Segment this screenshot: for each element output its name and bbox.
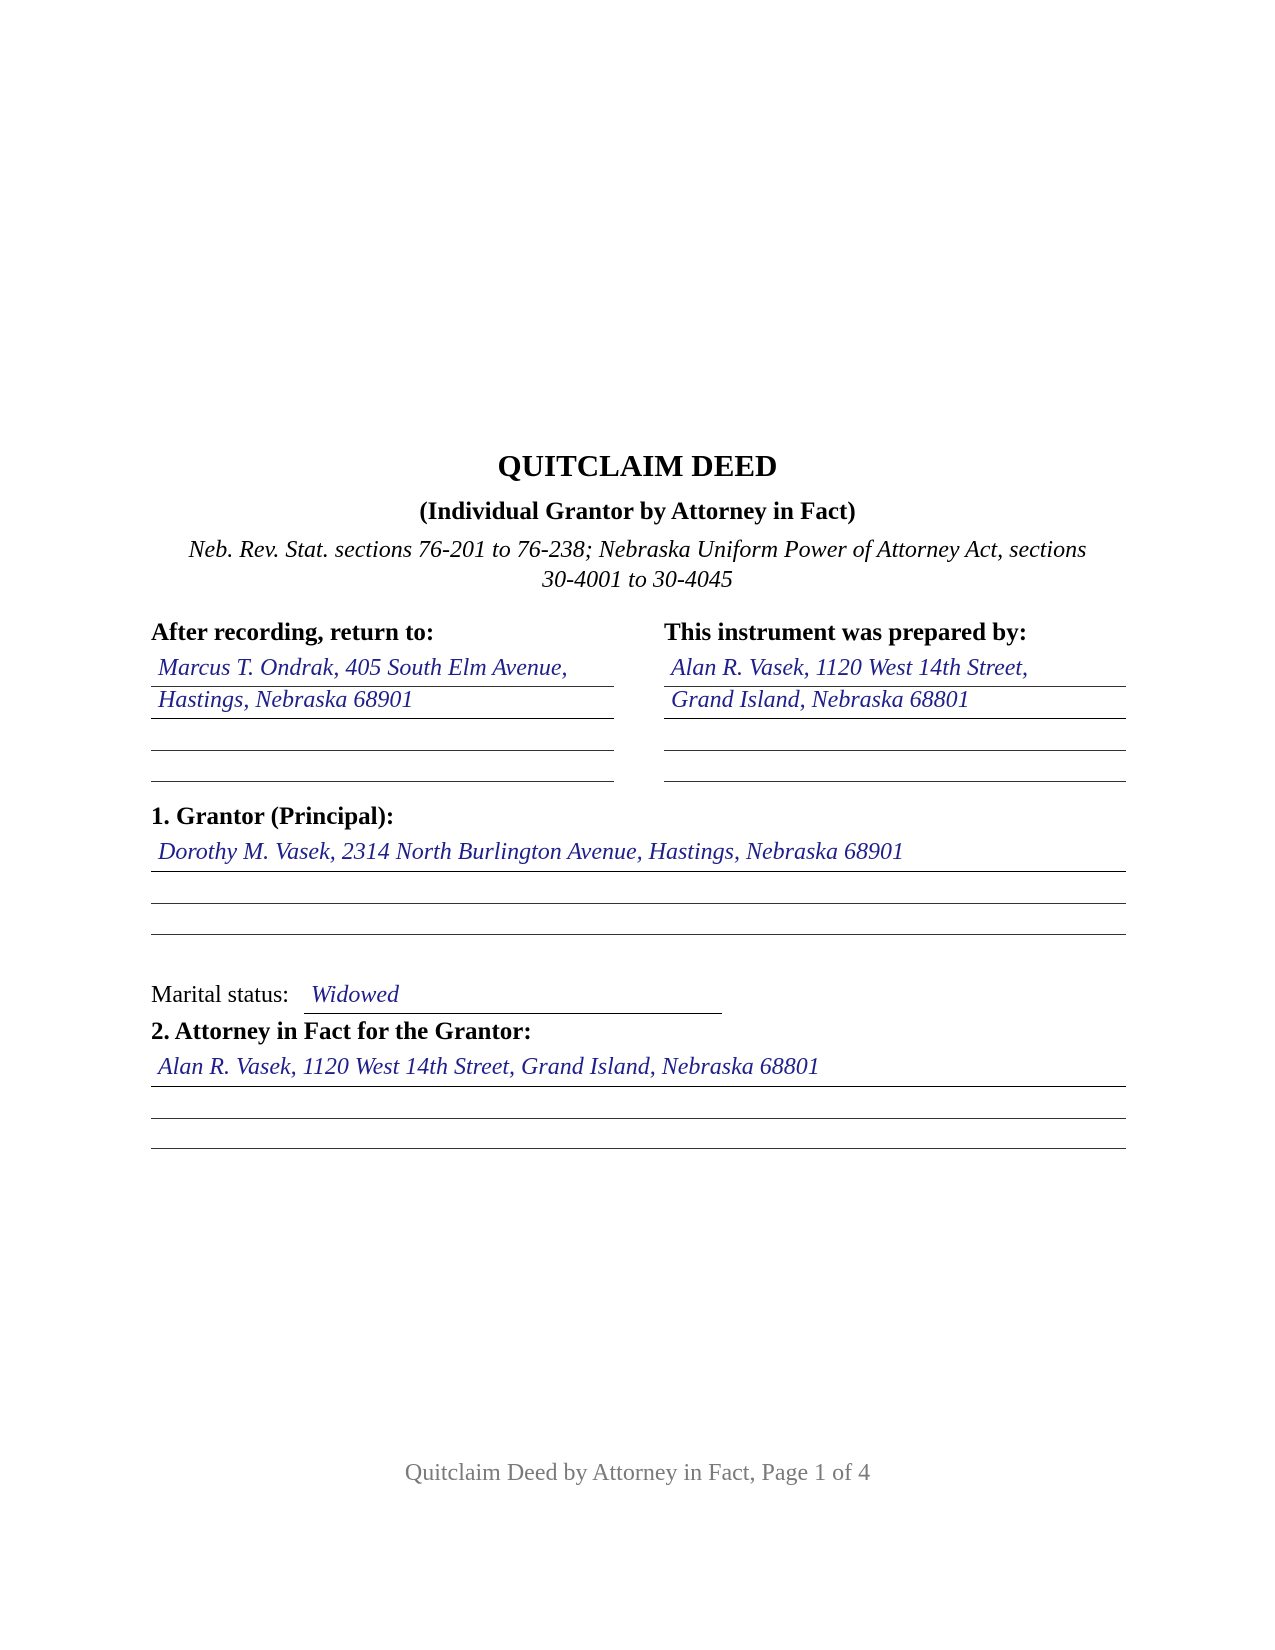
return-to-heading: After recording, return to: xyxy=(151,619,435,646)
prepared-by-rule-4[interactable] xyxy=(664,781,1126,782)
marital-status-value[interactable]: Widowed xyxy=(311,982,399,1008)
document-subtitle: (Individual Grantor by Attorney in Fact) xyxy=(419,498,856,525)
attorney-heading: 2. Attorney in Fact for the Grantor: xyxy=(151,1018,532,1045)
grantor-rule-1 xyxy=(151,871,1126,872)
grantor-line-1[interactable]: Dorothy M. Vasek, 2314 North Burlington Avenue, Hastings, Nebraska 68901 xyxy=(158,839,904,865)
return-to-rule-4[interactable] xyxy=(151,781,614,782)
grantor-rule-3[interactable] xyxy=(151,934,1126,935)
prepared-by-line-1[interactable]: Alan R. Vasek, 1120 West 14th Street, xyxy=(671,655,1029,681)
page-footer: Quitclaim Deed by Attorney in Fact, Page 1 of 4 xyxy=(404,1460,871,1486)
prepared-by-rule-3[interactable] xyxy=(664,750,1126,751)
attorney-rule-1 xyxy=(151,1086,1126,1087)
statute-line-1: Neb. Rev. Stat. sections 76-201 to 76-238; Nebraska Uniform Power of Attorney Act, sections xyxy=(188,537,1087,563)
prepared-by-line-2[interactable]: Grand Island, Nebraska 68801 xyxy=(671,687,970,713)
attorney-rule-2[interactable] xyxy=(151,1118,1126,1119)
grantor-heading: 1. Grantor (Principal): xyxy=(151,803,395,830)
attorney-line-1[interactable]: Alan R. Vasek, 1120 West 14th Street, Grand Island, Nebraska 68801 xyxy=(158,1054,820,1080)
return-to-line-2[interactable]: Hastings, Nebraska 68901 xyxy=(158,687,414,713)
attorney-rule-3[interactable] xyxy=(151,1148,1126,1149)
document-title: QUITCLAIM DEED xyxy=(497,448,778,483)
grantor-rule-2[interactable] xyxy=(151,903,1126,904)
prepared-by-rule-2 xyxy=(664,718,1126,719)
return-to-rule-3[interactable] xyxy=(151,750,614,751)
return-to-rule-2 xyxy=(151,718,614,719)
statute-citation xyxy=(150,535,1125,595)
marital-status-label: Marital status: xyxy=(151,982,289,1008)
return-to-line-1[interactable]: Marcus T. Ondrak, 405 South Elm Avenue, xyxy=(158,655,568,681)
marital-status-rule xyxy=(304,1013,722,1014)
prepared-by-heading: This instrument was prepared by: xyxy=(664,619,1028,646)
statute-line-2: 30-4001 to 30-4045 xyxy=(542,567,733,593)
